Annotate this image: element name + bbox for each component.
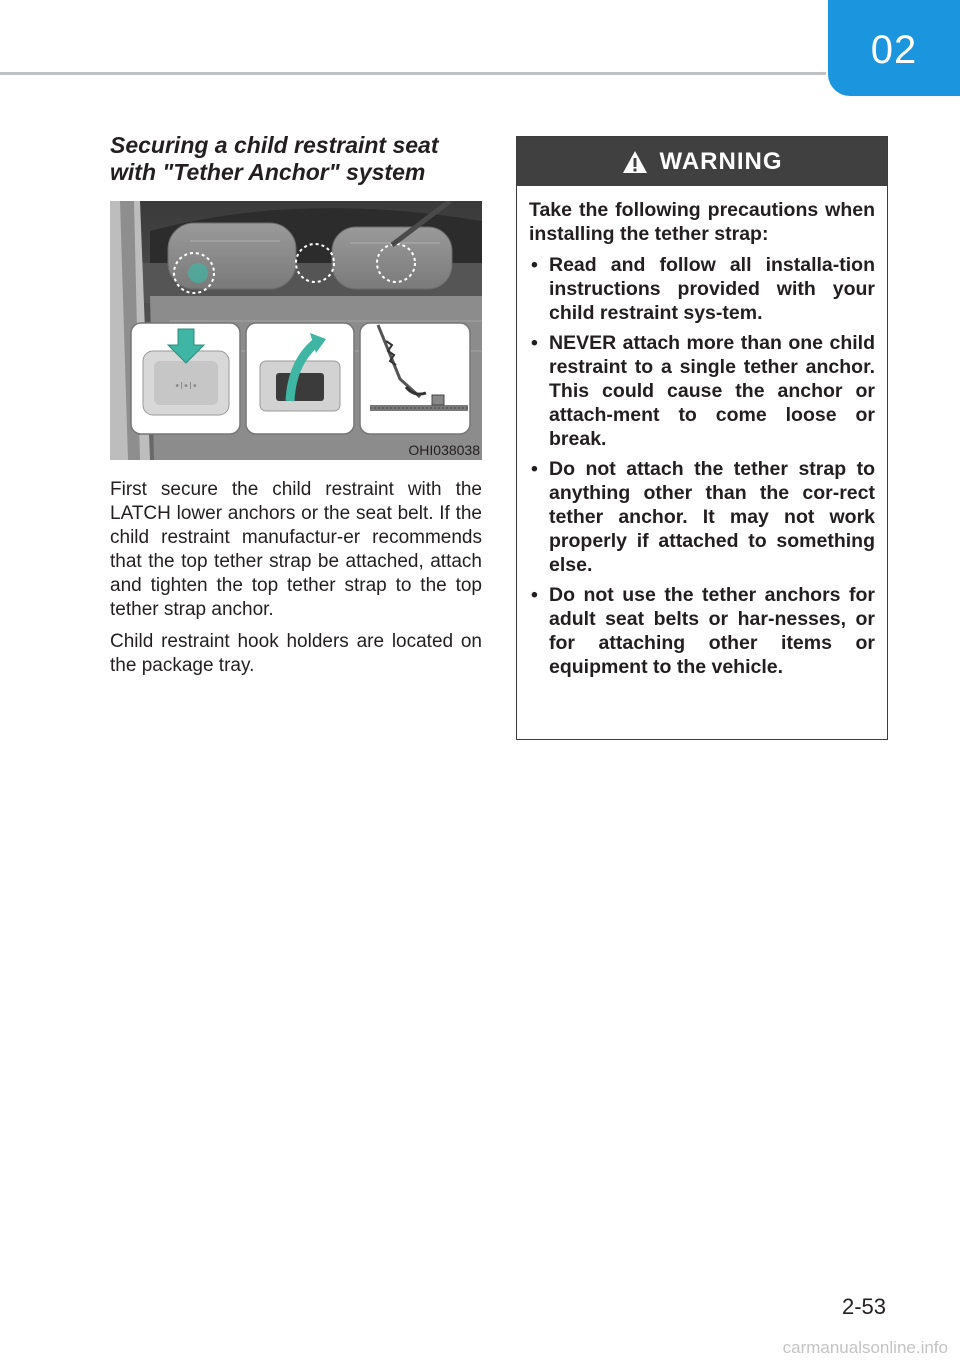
- warning-item-text: Read and follow all installa-tion instructions provided with your child restraint sys-tem.: [549, 254, 875, 324]
- warning-intro: Take the following precautions when installing the tether strap:: [529, 199, 875, 245]
- seat-illustration-svg: [110, 201, 482, 460]
- warning-item: • Do not attach the tether strap to anything other than the cor-rect tether anchor. It may not work properly if attached to something else.: [531, 458, 875, 576]
- body-paragraph: Child restraint hook holders are located on the package tray.: [110, 631, 482, 676]
- warning-item: • Do not use the tether anchors for adult seat belts or har-nesses, or for attaching other items or equipment to the vehicle.: [531, 584, 875, 678]
- warning-body: [517, 186, 887, 679]
- warning-item-text: Do not attach the tether strap to anything other than the cor-rect tether anchor. It may not work properly if attached to something else.: [549, 458, 875, 576]
- warning-item: • NEVER attach more than one child restraint to a single tether anchor. This could cause the anchor or attach-ment to come loose or break.: [531, 332, 875, 450]
- body-paragraph: First secure the child restraint with the LATCH lower anchors or the seat belt. If the child restraint manufactur-er recommends that the top tether strap be attached, attach and tighten the top tether strap to the top tether strap anchor.: [110, 479, 482, 620]
- warning-list: [529, 253, 875, 679]
- tether-anchor-illustration: [110, 201, 482, 460]
- chapter-number: 02: [870, 27, 918, 72]
- chapter-tab: [828, 0, 960, 96]
- warning-box: [516, 136, 888, 740]
- svg-text:•Ι•Ι•: •Ι•Ι•: [174, 381, 198, 392]
- warning-item-text: Do not use the tether anchors for adult seat belts or har-nesses, or for attaching other items or equipment to the vehicle.: [549, 584, 875, 678]
- warning-triangle-icon: [622, 150, 648, 174]
- warning-item-text: NEVER attach more than one child restraint to a single tether anchor. This could cause the anchor or attach-ment to come loose or break.: [549, 332, 875, 450]
- warning-header: [517, 137, 887, 186]
- page-number: 2-53: [841, 1294, 886, 1319]
- warning-item: • Read and follow all installa-tion instructions provided with your child restraint sys-tem.: [531, 254, 875, 324]
- figure-code: OHI038038: [408, 442, 480, 458]
- section-title: Securing a child restraint seat with "Tether Anchor" system: [110, 132, 439, 185]
- watermark: carmanualsonline.info: [782, 1338, 948, 1357]
- body-text: [110, 478, 482, 686]
- header-rule: [0, 72, 826, 75]
- warning-label: WARNING: [659, 147, 783, 175]
